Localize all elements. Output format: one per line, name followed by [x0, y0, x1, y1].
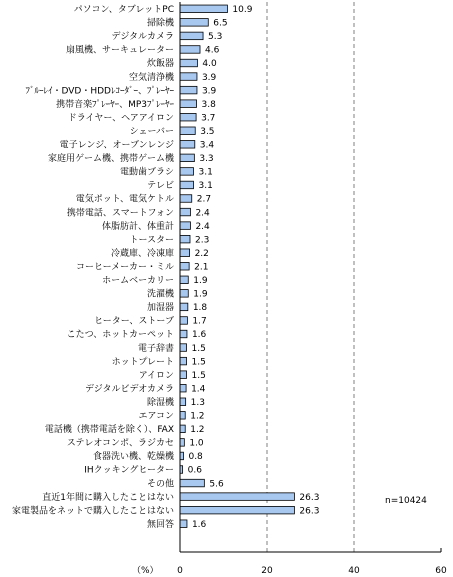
value-label: 2.2: [194, 248, 209, 259]
x-tick-label: 20: [261, 566, 273, 576]
value-label: 4.0: [202, 59, 217, 70]
bar: [180, 357, 187, 365]
category-label: デジタルカメラ: [111, 32, 174, 43]
value-label: 3.4: [199, 140, 215, 151]
x-tick-label: 40: [348, 566, 360, 576]
bar: [180, 452, 183, 460]
bar: [180, 384, 186, 392]
category-label: ステレオコンポ、ラジカセ: [66, 438, 174, 449]
bar: [180, 276, 188, 284]
category-label: 炊飯器: [146, 59, 174, 70]
bar: [180, 113, 196, 121]
bar: [180, 208, 190, 216]
value-label: 3.8: [201, 99, 216, 110]
bar: [180, 5, 227, 13]
bar: [180, 235, 190, 243]
bar: [180, 46, 200, 54]
category-label: 携帯電話、スマートフォン: [66, 208, 174, 219]
category-label: 体脂肪計、体重計: [101, 221, 174, 232]
category-label: 家電製品をネットで購入したことはない: [11, 506, 174, 517]
category-label: エアコン: [138, 411, 174, 422]
bar: [180, 290, 188, 298]
bar: [180, 127, 195, 135]
bar: [180, 398, 186, 406]
value-label: 1.5: [191, 357, 206, 368]
category-label: 掃除機: [146, 18, 174, 29]
value-label: 26.3: [299, 492, 320, 503]
grid-lines: [267, 2, 354, 552]
value-label: 3.1: [198, 181, 213, 192]
bar: [180, 263, 189, 271]
category-label: 除湿機: [146, 397, 174, 408]
bar: [180, 59, 197, 67]
category-label: 空気清浄機: [128, 72, 174, 83]
category-label: ドライヤー、ヘアアイロン: [67, 113, 174, 124]
bar: [180, 168, 193, 176]
value-label: 1.8: [192, 303, 208, 314]
value-label: 3.9: [201, 86, 217, 97]
bar: [180, 344, 187, 352]
value-label: 2.4: [195, 208, 210, 219]
value-label: 1.7: [192, 316, 207, 327]
value-label: 3.9: [201, 72, 217, 83]
category-label: 電子辞書: [137, 343, 174, 354]
x-tick-label: 60: [435, 566, 447, 576]
value-label: 2.3: [195, 235, 210, 246]
value-labels: [188, 5, 320, 530]
category-label: 無回答: [146, 519, 174, 530]
value-label: 10.9: [232, 5, 253, 15]
bar: [180, 154, 194, 162]
value-label: 3.1: [198, 167, 213, 178]
category-label: 電子レンジ、オーブンレンジ: [59, 140, 174, 151]
category-label: 電気ポット、電気ケトル: [75, 194, 174, 205]
value-label: 1.2: [190, 425, 205, 436]
value-label: 1.6: [191, 519, 207, 530]
category-label: 洗濯機: [146, 289, 174, 300]
value-label: 1.2: [190, 411, 205, 422]
bar: [180, 371, 187, 379]
value-label: 4.6: [205, 45, 220, 56]
category-label: アイロン: [138, 370, 174, 381]
bar: [180, 303, 188, 311]
category-label: 携帯音楽ﾌﾟﾚｰﾔｰ、MP3ﾌﾟﾚｰﾔｰ: [56, 99, 174, 110]
category-label: その他: [146, 479, 174, 490]
bar: [180, 181, 193, 189]
category-label: デジタルビデオカメラ: [84, 384, 174, 395]
sample-size-annotation: n=10424: [385, 496, 427, 506]
bar: [180, 520, 187, 528]
category-label: 扇風機、サーキュレーター: [65, 45, 174, 56]
category-label: 加湿器: [146, 303, 174, 314]
bar: [180, 19, 208, 27]
category-label: パソコン、タブレットPC: [73, 5, 174, 15]
bar: [180, 317, 187, 325]
bar: [180, 141, 195, 149]
category-label: 電動歯ブラシ: [119, 167, 174, 178]
category-label: こたつ、ホットカーペット: [66, 330, 174, 341]
x-axis-unit-label: （%）: [132, 566, 159, 576]
value-label: 2.4: [195, 221, 210, 232]
bar: [180, 479, 204, 487]
category-label: ホームベーカリー: [102, 276, 174, 286]
axes: [180, 2, 441, 552]
value-label: 5.3: [208, 32, 223, 43]
value-label: 3.5: [200, 126, 215, 137]
category-label: 直近1年間に購入したことはない: [42, 492, 174, 503]
value-label: 1.4: [191, 384, 206, 395]
value-label: 6.5: [213, 18, 228, 29]
value-label: 2.1: [194, 262, 209, 273]
category-label: 電話機（携帯電話を除く）、FAX: [44, 425, 174, 436]
bar: [180, 73, 197, 81]
category-label: トースター: [129, 235, 174, 246]
category-label: シェーバー: [129, 126, 174, 137]
value-label: 3.7: [201, 113, 216, 124]
bar: [180, 412, 185, 420]
category-label: 冷蔵庫、冷凍庫: [110, 248, 174, 259]
bar: [180, 439, 184, 447]
category-label: 家庭用ゲーム機、携帯ゲーム機: [47, 154, 174, 165]
bar: [180, 425, 185, 433]
value-label: 5.6: [209, 479, 224, 490]
bar: [180, 32, 203, 40]
value-label: 2.7: [196, 194, 212, 205]
bar: [180, 330, 187, 338]
bar: [180, 493, 294, 501]
bar: [180, 86, 197, 94]
value-label: 1.9: [193, 276, 208, 286]
bar: [180, 222, 190, 230]
value-label: 1.9: [193, 289, 208, 300]
category-labels: [12, 4, 175, 530]
value-label: 1.5: [191, 370, 206, 381]
category-label: コーヒーメーカー・ミル: [75, 262, 174, 273]
category-label: IHクッキングヒーター: [84, 465, 174, 476]
category-label: ホットプレート: [111, 357, 174, 368]
bar: [180, 249, 190, 257]
category-label: 食器洗い機、乾燥機: [92, 452, 174, 463]
category-label: ヒーター、ストーブ: [94, 316, 174, 327]
bar: [180, 195, 192, 203]
value-label: 1.3: [190, 397, 205, 408]
bar: [180, 506, 294, 514]
bar: [180, 100, 197, 108]
value-label: 1.6: [191, 330, 207, 341]
x-tick-labels: [177, 566, 447, 576]
value-label: 3.3: [199, 154, 214, 165]
value-label: 0.8: [188, 452, 203, 463]
category-label: ﾌﾞﾙｰﾚｲ・DVD・HDDﾚｺｰﾀﾞｰ、ﾌﾟﾚｰﾔｰ: [25, 86, 174, 97]
value-label: 26.3: [299, 506, 320, 517]
category-label: テレビ: [147, 181, 174, 192]
x-tick-label: 0: [177, 566, 183, 576]
value-label: 1.5: [191, 343, 206, 354]
value-label: 1.0: [189, 438, 204, 449]
value-label: 0.6: [187, 465, 202, 476]
